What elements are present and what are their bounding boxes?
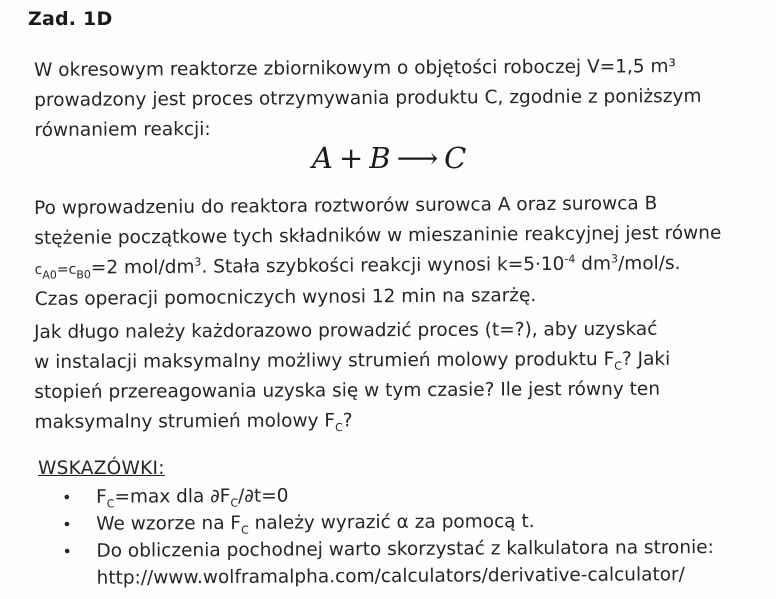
reactant-b: B [369, 141, 391, 175]
hint-item-1: • $F_C=\max$ dla $\partial F_C/\partial t=0$ [62, 485, 289, 511]
calculator-link[interactable]: http://www.wolframalpha.com/calculators/derivative-calculator/ [96, 564, 685, 589]
reaction-equation [312, 141, 466, 175]
reactant-a: A [312, 141, 333, 175]
bullet-icon: • [62, 487, 72, 507]
product-c: C [444, 141, 467, 175]
paragraph-questions-line-2: w instalacji maksymalny możliwy strumień molowy produktu $F_C$? Jaki [34, 348, 671, 373]
paragraph-conditions-line-2: stężenie początkowe tych składników w mieszaninie reakcyjnej jest równe [34, 222, 722, 249]
paragraph-conditions-line-1: Po wprowadzeniu do reaktora roztworów surowca A oraz surowca B [34, 193, 658, 219]
paragraph-questions-line-1: Jak długo należy każdorazowo prowadzić proces (t=?), aby uzyskać [34, 318, 658, 343]
paragraph-intro-line-3: równaniem reakcji: [34, 118, 211, 141]
paragraph-intro-line-1: W okresowym reaktorze zbiornikowym o objętości roboczej V=1,5 m³ [34, 56, 677, 81]
plus-sign: + [338, 141, 364, 175]
hints-heading: WSKAZÓWKI: [38, 458, 165, 479]
paragraph-intro [34, 52, 755, 146]
hint-item-3: • Do obliczenia pochodnej warto skorzystać z kalkulatora na stronie: http://www.wolframalpha.com/calculators/derivative-calculator/ [58, 534, 768, 592]
paragraph-intro-line-2: prowadzony jest proces otrzymywania produktu C, zgodnie z poniższym [34, 85, 702, 111]
paragraph-questions [34, 314, 763, 438]
paragraph-conditions-line-4: Czas operacji pomocniczych wynosi 12 min na szarżę. [34, 285, 537, 310]
bullet-icon: • [62, 514, 72, 534]
hint-item-2: • We wzorze na $F_C$ należy wyrazić α za pomocą t. [62, 511, 535, 537]
paragraph-conditions [34, 188, 765, 315]
reaction-arrow: ⟶ [396, 141, 439, 175]
paragraph-questions-line-3: stopień przereagowania uzyska się w tym czasie? Ile jest równy ten [34, 378, 661, 403]
task-title: Zad. 1D [28, 8, 113, 30]
paragraph-questions-line-4: maksymalny strumień molowy $F_C$? [34, 410, 353, 435]
hints-list [58, 480, 769, 592]
paragraph-conditions-line-3: $c_{A0}=c_{B0}=2$ mol/$dm^3$. Stała szybkości reakcji wynosi $k=5\cdot 10^{-4}$ $dm^3/mol/s$. [34, 252, 681, 282]
bullet-icon: • [62, 541, 72, 561]
